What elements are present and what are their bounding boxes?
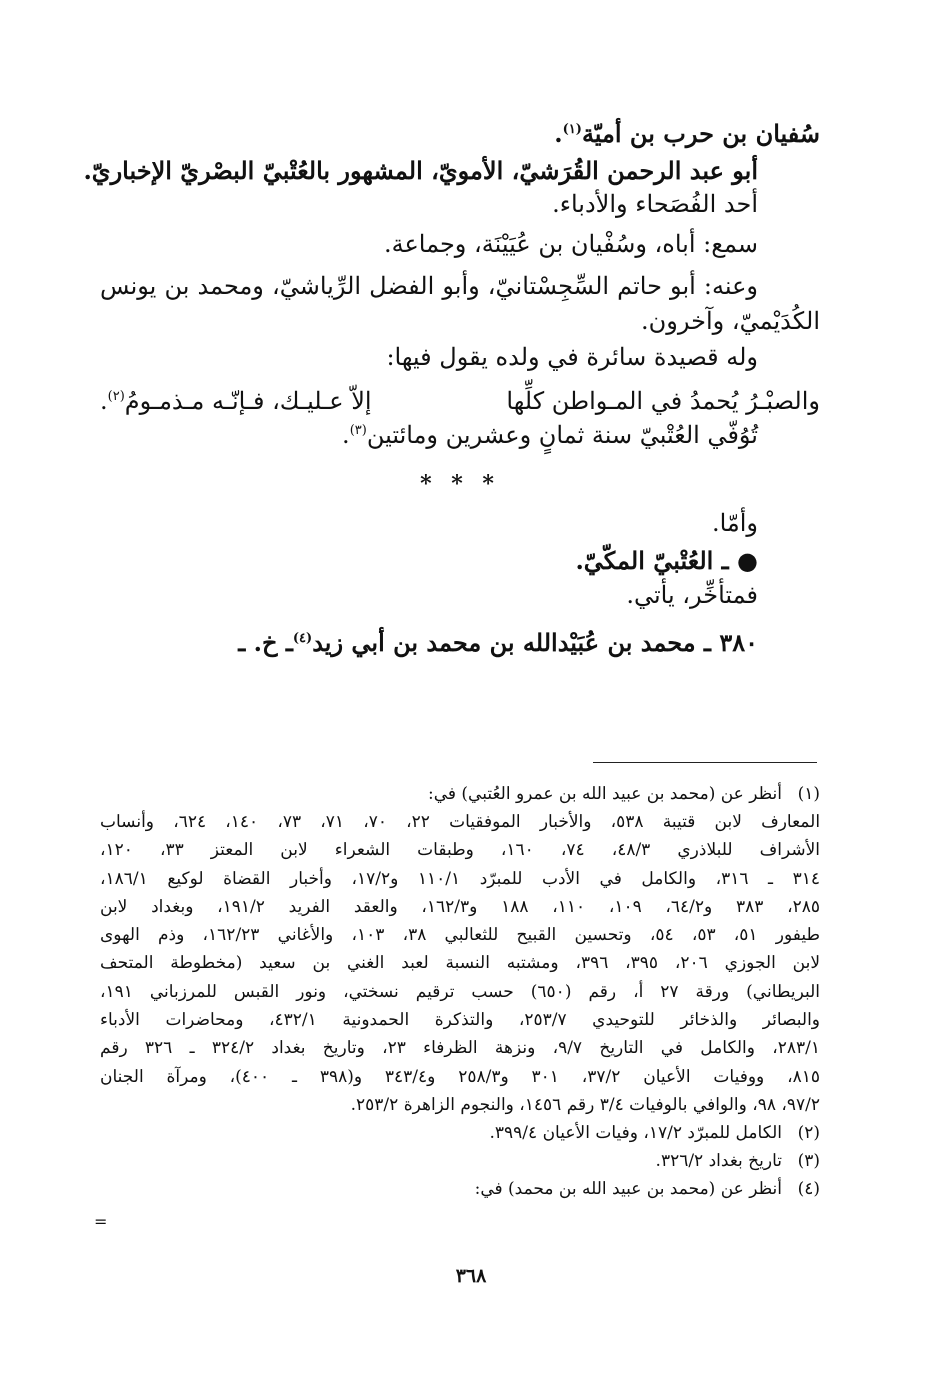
footnote-divider [593, 762, 817, 763]
footnote-line: ٢٨٣/١، والكامل في التاريخ ٩/٧، ونزهة الظرفاء ٢٣، وتاريخ بغداد ٣٢٤/٢ ـ ٣٢٦ رقم [100, 1038, 820, 1059]
verse-second-hemistich: إلاّ عـليـك، فـإنّـه مـذمـومُ$^{(٢)}$. [100, 387, 372, 415]
footnote-ref-3: (٣) [349, 423, 367, 438]
footnote-line: البريطاني) ورقة ٢٧ أ، رقم (٦٥٠) حسب ترقيم نسختي، ونور القبس للمرزباني ١٩١، [100, 981, 820, 1002]
continuation-mark: = [94, 1212, 108, 1231]
entry-description: أحد الفُصَحاء والأدباء. [552, 190, 758, 218]
section-item: ● ـ العُتْبيّ المكّيّ. [575, 546, 758, 575]
footnote-ref-2: (٢) [107, 389, 125, 404]
entry-narrators-line2: الكُدَيْميّ، وآخرون. [641, 307, 820, 335]
footnote-3 [100, 1147, 820, 1175]
entry-poem-intro: وله قصيدة سائرة في ولده يقول فيها: [386, 343, 758, 371]
verse-first-hemistich: والصبْـرُ يُحمدُ في المـواطن كلِّها [506, 387, 820, 415]
entry-kunya-line: أبو عبد الرحمن القُرَشيّ، الأمويّ، المشهور بالعُتْبيّ البصْريّ الإخباريّ. [83, 156, 758, 185]
footnote-ref-4: (٤) [292, 631, 313, 646]
footnote-4 [100, 1175, 820, 1203]
footnote-line: ٩٧/٢، ٩٨، والوافي بالوفيات ٣/٤ رقم ١٤٥٦، والنجوم الزاهرة ٢٥٣/٢. [350, 1094, 820, 1115]
footnote-number: (٢) [797, 1123, 820, 1144]
section-intro: وأمّا. [711, 509, 758, 537]
entry-death: تُوُفّي العُتْبيّ سنة ثمانٍ وعشرين ومائتين$^{(٣)}$. [342, 421, 758, 449]
footnote-line: الأشراف للبلاذري ٤٨/٣، ٧٤، ١٦٠، وطبقات الشعراء لابن المعتز ٣٣، ١٢٠، [100, 840, 821, 861]
footnote-line: المعارف لابن قتيبة ٥٣٨، والأخبار الموفقيات ٢٢، ٧٠، ٧١، ٧٣، ١٤٠، ٦٢٤، وأنساب [100, 812, 821, 832]
footnote-text: أنظر عن (محمد بن عبيد الله بن محمد) في: [474, 1179, 782, 1200]
footnote-number: (٣) [797, 1151, 820, 1172]
footnote-number: (٤) [797, 1179, 820, 1200]
footnote-ref-1: (١) [562, 122, 582, 137]
poem-verse [100, 387, 820, 415]
page-number: ٣٦٨ [455, 1265, 487, 1287]
entry-heading: سُفيان بن حرب بن أميّة$^{(١)}$. [554, 119, 820, 148]
footnote-text: أنظر عن (محمد بن عبيد الله بن عمرو العُتبي) في: [427, 784, 782, 804]
footnote-line: والبصائر والذخائر للتوحيدي ٢٥٣/٧، والتذكرة الحمدونية ٤٣٢/١، ومحاضرات الأدباء [100, 1010, 820, 1031]
section-item-note: فمتأخِّر، يأتي. [626, 581, 758, 609]
footnote-1 [100, 780, 820, 808]
section-separator: * * * [420, 471, 500, 497]
footnote-line: ٢٨٥، ٣٨٣ و٦٤/٢، ١٠٩، ١١٠، ١٨٨ و١٦٢/٣، والعقد الفريد ١٩١/٢، وبغداد لابن [100, 896, 820, 917]
next-entry-heading: ٣٨٠ ـ محمد بن عُبَيْدالله بن محمد بن أبي زيد$^{(٤)}$ـ خ. ـ [238, 628, 758, 657]
footnote-line: طيفور ٥١، ٥٣، ٥٤، وتحسين القبيح للثعالبي ٣٨، ١٠٣، والأغاني ١٦٢/٢٣، وذم الهوى [100, 925, 821, 946]
footnote-text: الكامل للمبرّد ١٧/٢، وفيات الأعيان ٣٩٩/٤. [489, 1123, 782, 1144]
main-text [83, 108, 820, 657]
footnote-line: ٣١٤ ـ ٣١٦، والكامل في الأدب للمبرّد ١١٠/١ و١٧/٢، وأخبار القضاة لوكيع ١٨٦/١، [100, 868, 820, 889]
footnotes [100, 780, 820, 1203]
entry-narrators-line1: وعنه: أبو حاتم السِّجِسْتانيّ، وأبو الفضل الرِّياشيّ، ومحمد بن يونس [100, 272, 758, 300]
footnote-2 [100, 1119, 820, 1147]
footnote-number: (١) [797, 784, 820, 804]
footnote-text: تاريخ بغداد ٣٢٦/٢. [655, 1151, 782, 1172]
footnote-line: ٨١٥، ووفيات الأعيان ٣٧/٢، ٣٠١ و٢٥٨/٣ و٣٤٣/٤ و(٣٩٨ ـ ٤٠٠)، ومرآة الجنان [100, 1066, 820, 1087]
footnote-1-sources [100, 808, 820, 1119]
entry-heard-from: سمع: أباه، وسُفْيان بن عُيَيْنَة، وجماعة. [383, 230, 758, 258]
footnote-line: لابن الجوزي ٢٠٦، ٣٩٥، ٣٩٦، ومشتبه النسبة لعبد الغني بن سعيد (مخطوطة المتحف [100, 953, 821, 974]
